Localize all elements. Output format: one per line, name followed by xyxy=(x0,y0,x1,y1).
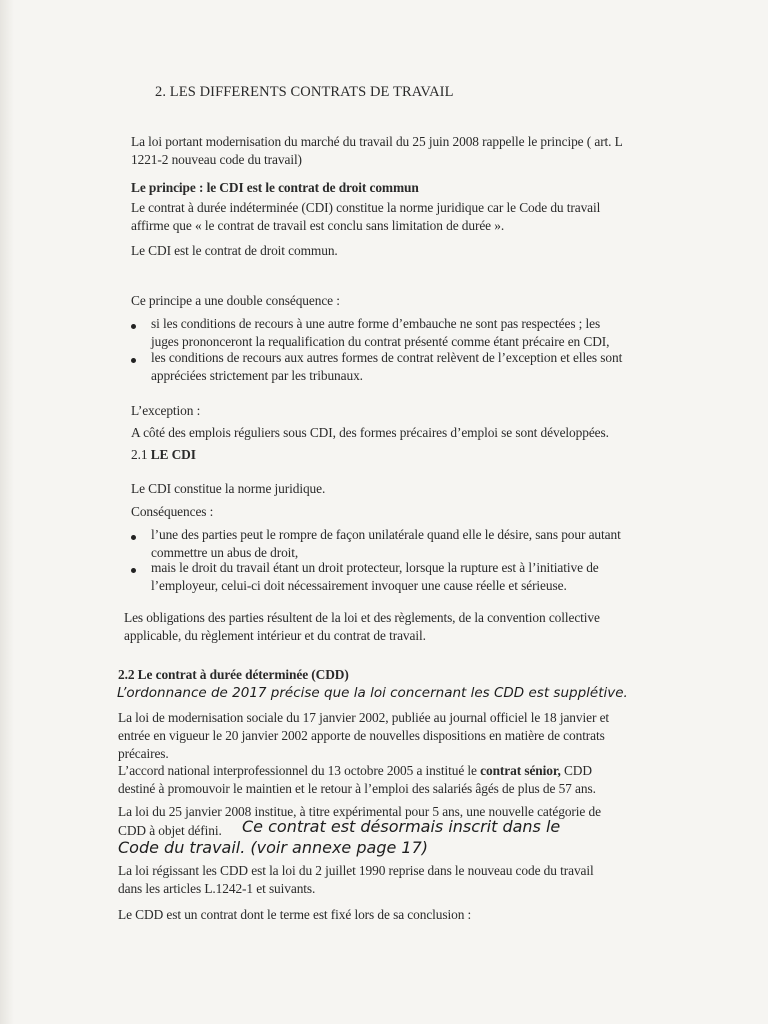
principle-heading: Le principe : le CDI est le contrat de droit commun xyxy=(131,180,419,195)
section-2-1-number: 2.1 xyxy=(131,447,151,462)
cdi-bullet-2-line-1: mais le droit du travail étant un droit protecteur, lorsque la rupture est à l’initiative de xyxy=(151,560,599,575)
loi-1990-line-2: dans les articles L.1242-1 et suivants. xyxy=(118,881,316,896)
section-2-1-heading xyxy=(131,446,196,463)
contrat-senior: contrat sénior, xyxy=(480,763,561,778)
cdi-bullet-1-line-2: commettre un abus de droit, xyxy=(151,545,299,560)
exception-label: L’exception : xyxy=(131,403,201,418)
loi-1990-line-1: La loi régissant les CDD est la loi du 2 juillet 1990 reprise dans le nouveau code du travail xyxy=(118,863,594,878)
section-2-2-heading: 2.2 Le contrat à durée déterminée (CDD) xyxy=(118,667,349,682)
intro-line-1: La loi portant modernisation du marché du travail du 25 juin 2008 rappelle le principe ( art. L xyxy=(131,134,623,149)
consequences-label: Conséquences : xyxy=(131,504,214,519)
cdi-norm: Le CDI constitue la norme juridique. xyxy=(131,481,326,496)
bullet-dot xyxy=(131,568,136,573)
cdd-definition: Le CDD est un contrat dont le terme est fixé lors de sa conclusion : xyxy=(118,907,472,922)
obligations-line-1: Les obligations des parties résultent de la loi et des règlements, de la convention collective xyxy=(124,610,600,625)
intro-line-2: 1221-2 nouveau code du travail) xyxy=(131,152,302,167)
handwritten-note-inscrit: Ce contrat est désormais inscrit dans le xyxy=(242,817,561,836)
consequence-2-line-1: les conditions de recours aux autres formes de contrat relèvent de l’exception et elles sont xyxy=(151,350,623,365)
consequence-1-line-2: juges prononceront la requalification du contrat présenté comme étant précaire en CDI, xyxy=(151,334,610,349)
principle-text-2: affirme que « le contrat de travail est conclu sans limitation de durée ». xyxy=(131,218,505,233)
handwritten-note-annexe: Code du travail. (voir annexe page 17) xyxy=(118,838,429,857)
bullet-dot xyxy=(131,324,136,329)
loi-2008-line-1: La loi du 25 janvier 2008 institue, à titre expérimental pour 5 ans, une nouvelle catégorie de xyxy=(118,804,601,819)
bullet-dot xyxy=(131,358,136,363)
modernisation-line-1: La loi de modernisation sociale du 17 janvier 2002, publiée au journal officiel le 18 janvier et xyxy=(118,710,610,725)
accord-line-2: destiné à promouvoir le maintien et le retour à l’emploi des salariés âgés de plus de 57 ans. xyxy=(118,781,596,796)
accord-cdd: CDD xyxy=(560,763,592,778)
cdi-bullet-1-line-1: l’une des parties peut le rompre de façon unilatérale quand elle le désire, sans pour autant xyxy=(151,527,621,542)
cdi-bullet-2-line-2: l’employeur, celui-ci doit nécessairement invoquer une cause réelle et sérieuse. xyxy=(151,578,567,593)
principle-text-1: Le contrat à durée indéterminée (CDI) constitue la norme juridique car le Code du travail xyxy=(131,200,601,215)
handwritten-note-ordonnance: L’ordonnance de 2017 précise que la loi concernant les CDD est supplétive. xyxy=(117,685,628,701)
consequence-1-line-1: si les conditions de recours à une autre forme d’embauche ne sont pas respectées ; les xyxy=(151,316,601,331)
obligations-line-2: applicable, du règlement intérieur et du contrat de travail. xyxy=(124,628,426,643)
section-2-1-title: LE CDI xyxy=(150,447,196,462)
cdi-common-law: Le CDI est le contrat de droit commun. xyxy=(131,243,338,258)
modernisation-line-2: entrée en vigueur le 20 janvier 2002 apporte de nouvelles dispositions en matière de contrats xyxy=(118,728,605,743)
section-title: 2. LES DIFFERENTS CONTRATS DE TRAVAIL xyxy=(155,84,454,100)
exception-text: A côté des emplois réguliers sous CDI, des formes précaires d’emploi se sont développées. xyxy=(131,425,609,440)
bullet-dot xyxy=(131,535,136,540)
modernisation-line-3: précaires. xyxy=(118,746,169,761)
double-consequence: Ce principe a une double conséquence : xyxy=(131,293,340,308)
loi-2008-line-2: CDD à objet défini. xyxy=(118,823,222,838)
accord-text: L’accord national interprofessionnel du 13 octobre 2005 a institué le xyxy=(118,763,481,778)
scan-shadow xyxy=(0,0,14,1024)
accord-line-1 xyxy=(118,762,592,779)
consequence-2-line-2: appréciées strictement par les tribunaux. xyxy=(151,368,363,383)
